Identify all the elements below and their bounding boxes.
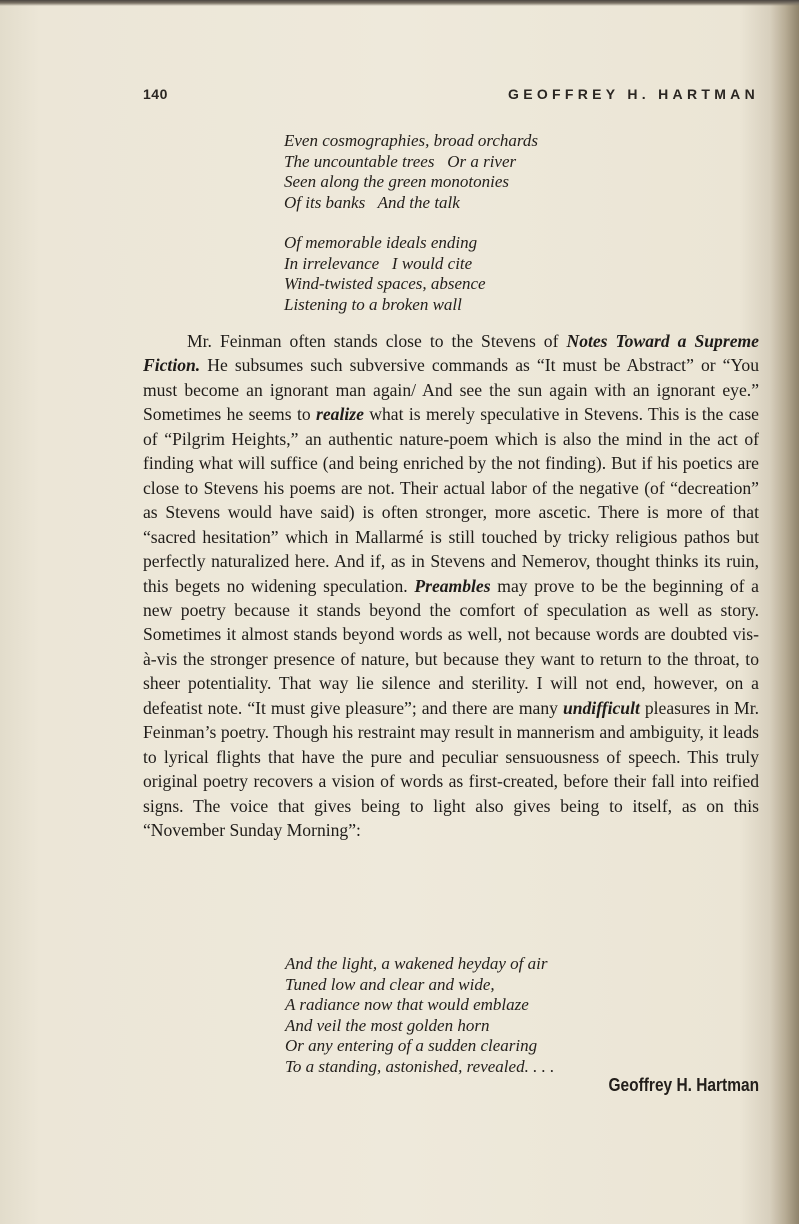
poem-line: Of memorable ideals ending <box>284 233 478 252</box>
poem-stanza-2 <box>284 233 486 315</box>
text-segment: pleasures in Mr. Feinman’s poetry. Though his restraint may result in mannerism and ambiguity, it leads to lyrical flights that have the pure and peculiar sensuousness of speech. This truly original poetry recovers a vision of words as first-created, before their fall into reified signs. The voice that gives being to light also gives being to itself, as on this “November Sunday Morning”: <box>143 697 759 841</box>
page-top-edge <box>0 0 799 6</box>
poem-line: Even cosmographies, broad orchards <box>284 131 539 150</box>
poem-line: Seen along the green monotonies <box>284 172 510 191</box>
running-head: GEOFFREY H. HARTMAN <box>508 86 759 102</box>
poem-line: Of its banks And the talk <box>284 192 460 212</box>
poem-line: The uncountable trees Or a river <box>284 151 517 171</box>
poem-line: Listening to a broken wall <box>284 294 462 314</box>
body-paragraph <box>143 329 759 843</box>
emphasis-italic: realize <box>316 404 364 425</box>
book-title-italic: Notes Toward a Supreme Fiction. <box>143 331 759 376</box>
page-header <box>143 86 759 108</box>
text-segment: He subsumes such subversive commands as “It must be Abstract” or “You must become an ignorant man again/ And see the sun again with an ignorant eye.” Sometimes he seems to <box>143 355 759 425</box>
text-segment: what is merely speculative in Stevens. This is the case of “Pilgrim Heights,” an authentic nature-poem which is also the mind in the act of finding what will suffice (and being enriched by the not finding). But if his poetics are close to Stevens his poems are not. Their actual labor of the negative (of “decreation” as Stevens would have said) is often stronger, more ascetic. There is more of that “sacred hesitation” which in Mallarmé is still touched by tricky religious pathos but perfectly naturalized here. And if, as in Stevens and Nemerov, thought thinks its ruin, this begets no widening speculation. <box>143 404 759 596</box>
text-segment: may prove to be the beginning of a new poetry because it stands beyond the comfort of speculation as well as story. Sometimes it almost stands beyond words as well, not because words are doubted vis-à-vis the stronger presence of nature, but because they want to return to the throat, to sheer potentiality. That way lie silence and sterility. I will not end, however, on a defeatist note. “It must give pleasure”; and there are many <box>143 575 759 718</box>
page-number: 140 <box>143 86 168 102</box>
emphasis-italic: undifficult <box>562 697 640 718</box>
poem-line: To a standing, astonished, revealed. . . . <box>285 1056 555 1076</box>
poem-stanza-3 <box>285 954 554 1077</box>
poem-line: Tuned low and clear and wide, <box>285 974 495 994</box>
poem-line: Or any entering of a sudden clearing <box>285 1036 538 1055</box>
poem-line: In irrelevance I would cite <box>284 253 473 273</box>
author-signature: Geoffrey H. Hartman <box>608 1075 759 1095</box>
poem-line: A radiance now that would emblaze <box>285 995 529 1014</box>
book-title-italic: Preambles <box>414 575 491 596</box>
poem-line: Wind-twisted spaces, absence <box>284 274 486 293</box>
poem-stanza-1 <box>284 131 538 213</box>
poem-line: And the light, a wakened heyday of air <box>285 954 548 973</box>
body-text <box>143 329 759 843</box>
text-segment: Mr. Feinman often stands close to the Stevens of <box>187 331 567 351</box>
poem-line: And veil the most golden horn <box>285 1015 490 1035</box>
